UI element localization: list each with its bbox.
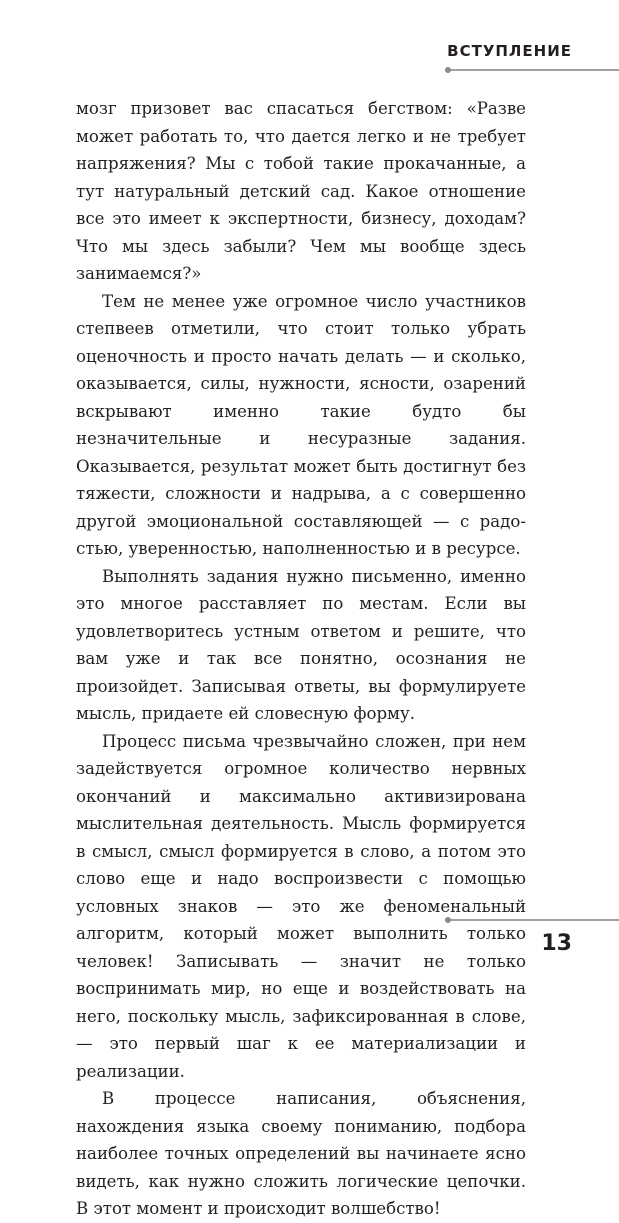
paragraph-4: Процесс письма чрезвычайно сложен, при нем задействуется огромное количество нервных окончаний и максимально активизирована мыслительная деятельность. Мысль формируется в смысл, смысл формируется в слово, а потом это слово еще и надо воспроизвести с помощью условных знаков — это же феноменальный алгоритм, который может выполнить только человек! Записывать — значит не только воспринимать мир, но еще и воздействовать на него, поскольку мысль, зафиксированная в слове, — это первый шаг к ее материализации и реализации.	[76, 731, 526, 1081]
footer-rule-dot	[445, 917, 451, 923]
running-head: ВСТУПЛЕНИЕ	[447, 42, 572, 60]
page-number: 13	[541, 931, 572, 956]
footer-rule	[448, 919, 619, 921]
paragraph-2: Тем не менее уже огромное число участников степвеев отметили, что стоит только убрать оценочность и просто начать делать — и сколько, оказывается, силы, нужности, ясности, озарений вскрывают именно такие будто бы незначительные и несуразные задания. Оказывается, результат может быть достигнут без тяжести, сложности и надрыва, а с совершенно другой эмоциональной составляющей — с радостью, уверенностью, наполненностью и в ресурсе.	[76, 291, 526, 558]
header-rule	[448, 69, 619, 71]
paragraph-1: мозг призовет вас спасаться бегством: «Разве может работать то, что дается легко и не требует напряжения? Мы с тобой такие прокачанные, а тут натуральный детский сад. Какое отношение все это имеет к экспертности, бизнесу, доходам? Что мы здесь забыли? Чем мы вообще здесь занимаемся?»	[76, 99, 526, 283]
paragraph-3: Выполнять задания нужно письменно, именно это многое расставляет по местам. Если вы удовлетворитесь устным ответом и решите, что вам уже и так все понятно, осознания не произойдет. Записывая ответы, вы формулируете мысль, придаете ей словесную форму.	[76, 566, 526, 723]
body-text	[76, 95, 526, 1223]
paragraph-5: В процессе написания, объяснения, нахождения языка своему пониманию, подбора наиболее точных определений вы начинаете ясно видеть, как нужно сложить логические цепочки. В этот момент и происходит волшебство!	[76, 1089, 526, 1218]
header-rule-dot	[445, 67, 451, 73]
